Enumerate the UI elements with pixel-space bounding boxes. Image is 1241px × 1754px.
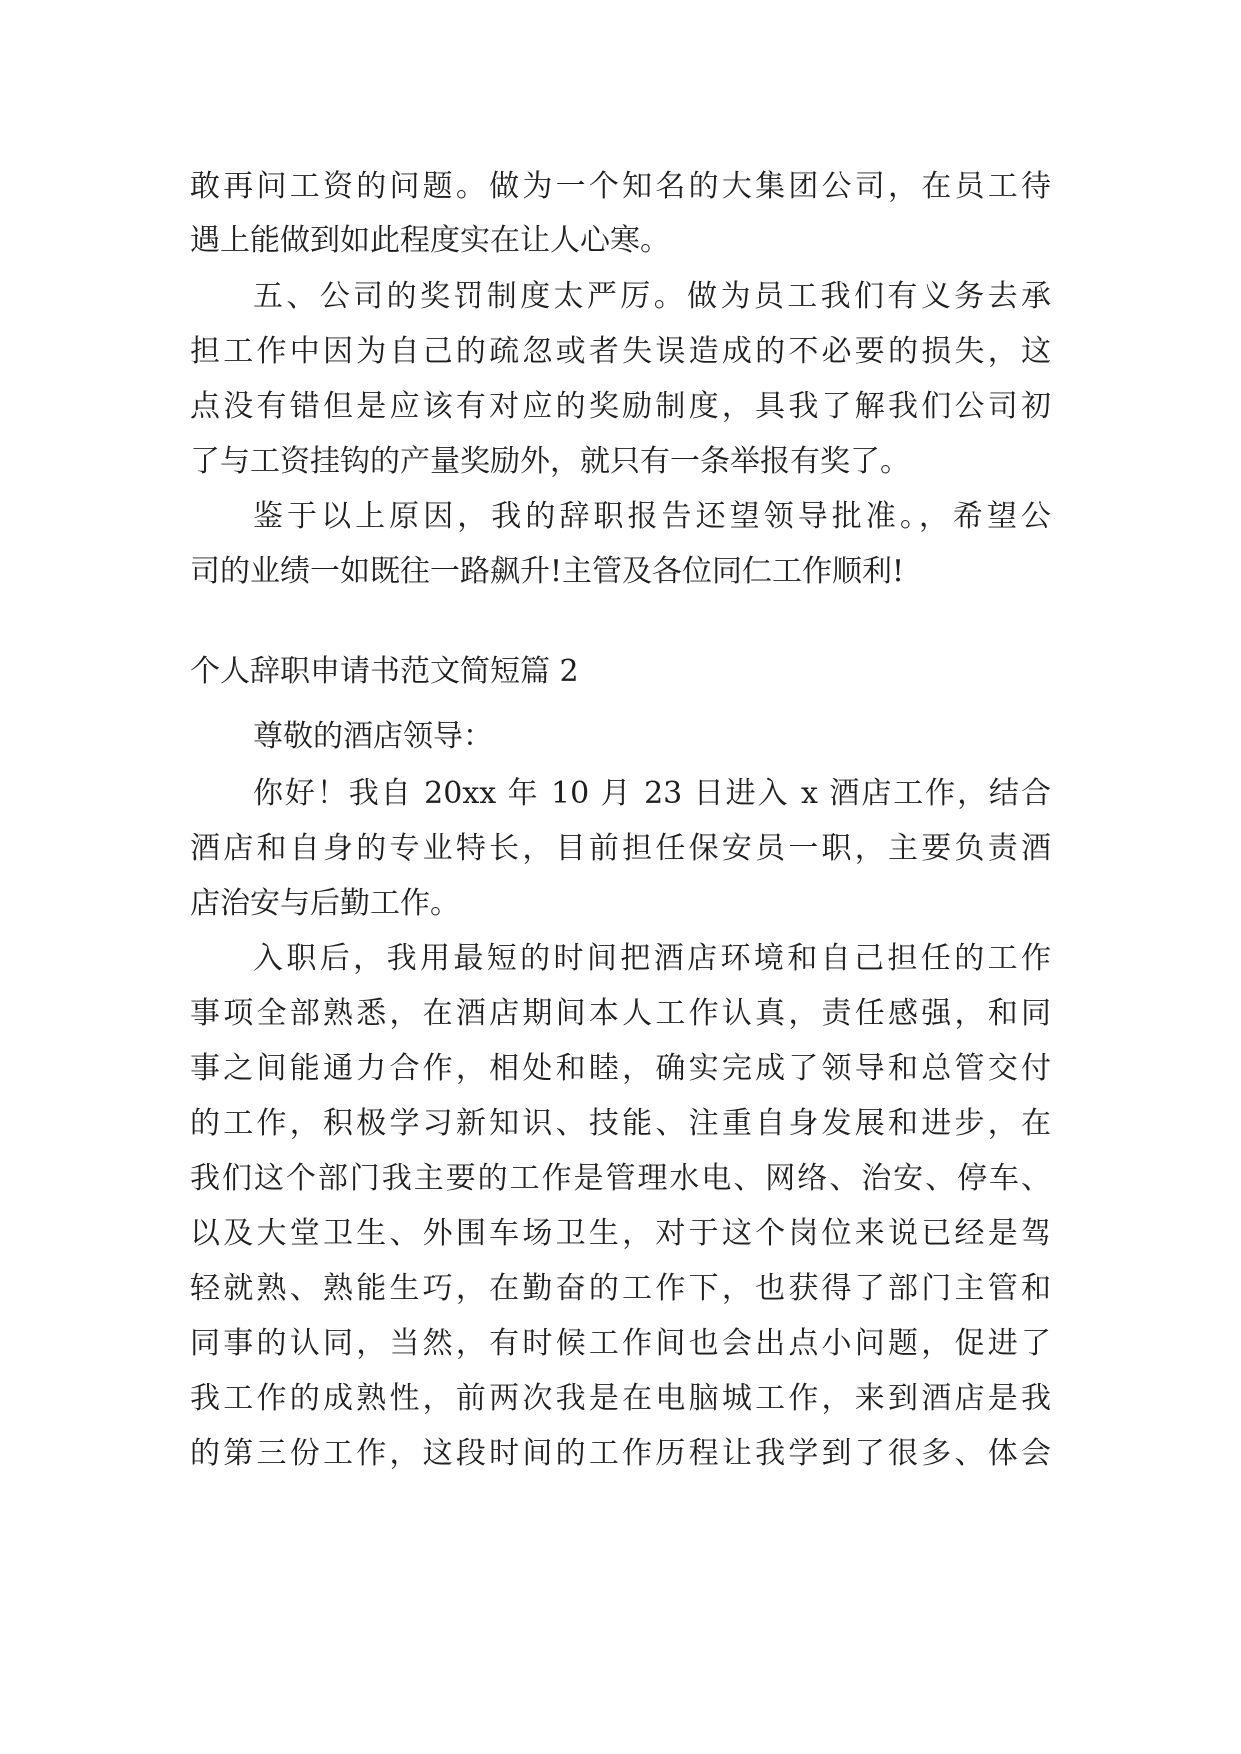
section-heading: 个人辞职申请书范文简短篇 2 — [190, 654, 579, 689]
paragraph-line: 的第三份工作，这段时间的工作历程让我学到了很多、体会 — [190, 1436, 1051, 1471]
paragraph-line: 事之间能通力合作，相处和睦，确实完成了领导和总管交付 — [190, 1051, 1051, 1086]
paragraph-line: 点没有错但是应该有对应的奖励制度，具我了解我们公司初 — [190, 389, 1051, 424]
paragraph-line: 入职后，我用最短的时间把酒店环境和自己担任的工作 — [253, 941, 1051, 976]
paragraph-line: 五、公司的奖罚制度太严厉。做为员工我们有义务去承 — [253, 279, 1051, 314]
paragraph-line: 我工作的成熟性，前两次我是在电脑城工作，来到酒店是我 — [190, 1381, 1051, 1416]
paragraph-line: 了与工资挂钩的产量奖励外，就只有一条举报有奖了。 — [190, 444, 910, 479]
paragraph-line: 以及大堂卫生、外围车场卫生，对于这个岗位来说已经是驾 — [190, 1216, 1051, 1251]
paragraph-line: 事项全部熟悉，在酒店期间本人工作认真，责任感强，和同 — [190, 996, 1051, 1031]
paragraph-line: 担工作中因为自己的疏忽或者失误造成的不必要的损失，这 — [190, 334, 1051, 369]
paragraph-line: 你好！我自 20xx 年 10 月 23 日进入 x 酒店工作，结合 — [253, 776, 1051, 811]
paragraph-line: 鉴于以上原因，我的辞职报告还望领导批准。，希望公 — [253, 499, 1051, 534]
paragraph-line: 敢再问工资的问题。做为一个知名的大集团公司，在员工待 — [190, 169, 1051, 204]
paragraph-line: 司的业绩一如既往一路飙升!主管及各位同仁工作顺利! — [190, 554, 905, 589]
paragraph-line: 我们这个部门我主要的工作是管理水电、网络、治安、停车、 — [190, 1161, 1051, 1196]
paragraph-line: 遇上能做到如此程度实在让人心寒。 — [190, 223, 670, 258]
paragraph-line: 店治安与后勤工作。 — [190, 886, 460, 921]
paragraph-line: 轻就熟、熟能生巧，在勤奋的工作下，也获得了部门主管和 — [190, 1271, 1051, 1306]
paragraph-line: 酒店和自身的专业特长，目前担任保安员一职，主要负责酒 — [190, 831, 1051, 866]
paragraph-line: 同事的认同，当然，有时候工作间也会出点小问题，促进了 — [190, 1326, 1051, 1361]
paragraph-line: 的工作，积极学习新知识、技能、注重自身发展和进步，在 — [190, 1106, 1051, 1141]
salutation-line: 尊敬的酒店领导： — [253, 719, 493, 754]
